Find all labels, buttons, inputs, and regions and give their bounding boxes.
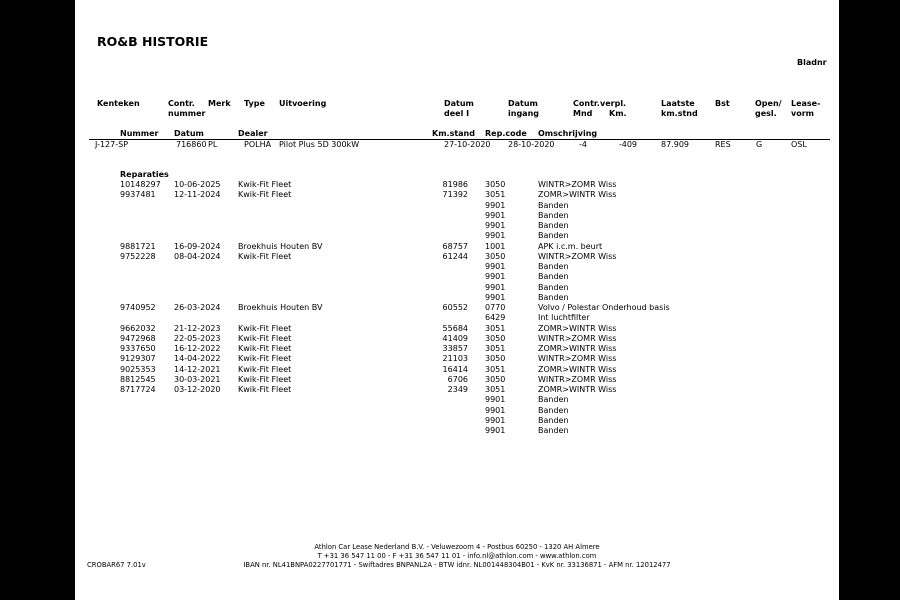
header-repcode: Rep.code <box>485 129 527 138</box>
document-page <box>75 0 839 600</box>
header-verpl-km-2: Km. <box>609 109 627 118</box>
repair-omschrijving: ZOMR>WINTR Wiss <box>538 344 617 353</box>
repair-nummer: 9937481 <box>120 190 156 200</box>
vehicle-datum-ingang: 28-10-2020 <box>508 140 555 149</box>
vehicle-laatste-kmstnd: 87.909 <box>661 140 689 149</box>
repair-code: 9901 <box>485 200 506 210</box>
header-contr-mnd-1: Contr. <box>573 99 600 108</box>
repair-km: 68757 <box>442 241 468 251</box>
repair-datum: 12-11-2024 <box>174 190 221 200</box>
repair-omschrijving: WINTR>ZOMR Wiss <box>538 354 617 364</box>
vehicle-datum-deel-1: 27-10-2020 <box>444 140 491 149</box>
repair-code: 9901 <box>485 262 506 271</box>
repair-nummer: 8812545 <box>120 374 156 384</box>
header-laatste-kmstnd-1: Laatste <box>661 99 695 108</box>
repair-datum: 16-09-2024 <box>174 241 221 251</box>
repair-km: 81986 <box>442 180 468 189</box>
repair-code: 3050 <box>485 374 506 384</box>
repair-nummer: 9337650 <box>120 344 156 353</box>
repair-km: 21103 <box>442 354 468 364</box>
repair-omschrijving: Volvo / Polestar Onderhoud basis <box>538 303 670 312</box>
repair-dealer: Kwik-Fit Fleet <box>238 333 292 343</box>
repair-km: 71392 <box>442 190 468 200</box>
vehicle-kenteken: J-127-SP <box>95 140 129 149</box>
repair-code: 3051 <box>485 190 506 200</box>
vehicle-bst: RES <box>715 140 731 149</box>
repair-km: 41409 <box>442 333 468 343</box>
header-lease-vorm-2: vorm <box>791 109 814 118</box>
repair-omschrijving: Banden <box>538 221 569 230</box>
page-number-label: Bladnr <box>797 58 827 67</box>
repair-datum: 14-12-2021 <box>174 364 221 374</box>
repair-km: 2349 <box>447 385 468 394</box>
repair-dealer: Kwik-Fit Fleet <box>238 344 292 353</box>
repair-nummer: 9025353 <box>120 364 156 374</box>
header-open-gesl-2: gesl. <box>755 109 777 118</box>
repair-omschrijving: WINTR>ZOMR Wiss <box>538 374 617 384</box>
repair-omschrijving: Banden <box>538 200 569 210</box>
repair-omschrijving: Banden <box>538 282 569 292</box>
repair-dealer: Broekhuis Houten BV <box>238 303 323 312</box>
header-datum-ingang-2: ingang <box>508 109 539 118</box>
vehicle-uitvoering: Pilot Plus 5D 300kW <box>279 140 360 149</box>
vehicle-contract: 716860 <box>176 140 207 149</box>
repair-code: 9901 <box>485 272 506 282</box>
header-datum: Datum <box>174 129 204 138</box>
repair-datum: 08-04-2024 <box>174 251 221 261</box>
repair-datum: 30-03-2021 <box>174 374 221 384</box>
repair-nummer: 9752228 <box>120 251 156 261</box>
vehicle-verpl-km: -409 <box>618 140 637 149</box>
repair-nummer: 10148297 <box>120 180 161 189</box>
section-label-reparaties: Reparaties <box>120 170 169 179</box>
footer-registration: IBAN nr. NL41BNPA0227701771 - Swiftadres BNPANL2A - BTW idnr. NL001448304B01 - KvK nr. 33136871 - AFM nr. 12012477 <box>243 561 671 569</box>
repair-dealer: Kwik-Fit Fleet <box>238 364 292 374</box>
repair-dealer: Kwik-Fit Fleet <box>238 251 292 261</box>
repair-code: 9901 <box>485 221 506 230</box>
repair-code: 9901 <box>485 292 506 302</box>
repair-omschrijving: Banden <box>538 395 569 405</box>
repair-code: 6429 <box>485 313 506 323</box>
vehicle-lease-vorm: OSL <box>791 140 807 149</box>
repair-dealer: Kwik-Fit Fleet <box>238 323 292 333</box>
header-datum-ingang-1: Datum <box>508 99 538 108</box>
repair-omschrijving: Banden <box>538 405 569 415</box>
repair-code: 3050 <box>485 354 506 364</box>
repair-code: 9901 <box>485 426 506 435</box>
page-title: RO&B HISTORIE <box>97 34 209 49</box>
header-contr-nummer-2: nummer <box>168 109 206 118</box>
repair-omschrijving: Banden <box>538 210 569 220</box>
repair-omschrijving: Banden <box>538 231 569 241</box>
repair-datum: 10-06-2025 <box>174 180 221 189</box>
repair-code: 3051 <box>485 385 506 394</box>
repair-omschrijving: WINTR>ZOMR Wiss <box>538 333 617 343</box>
header-contr-nummer-1: Contr. <box>168 99 195 108</box>
repair-datum: 14-04-2022 <box>174 354 221 364</box>
header-contr-mnd-2: Mnd <box>573 109 593 118</box>
repair-km: 33857 <box>442 344 468 353</box>
header-datum-deel-1: Datum <box>444 99 474 108</box>
repair-code: 0770 <box>485 303 506 312</box>
repair-datum: 03-12-2020 <box>174 385 221 394</box>
form-code: CROBAR67 7.01v <box>87 561 146 569</box>
repair-code: 3051 <box>485 364 506 374</box>
header-datum-deel-2: deel I <box>444 109 470 118</box>
repair-km: 16414 <box>442 364 468 374</box>
repair-dealer: Kwik-Fit Fleet <box>238 190 292 200</box>
repair-datum: 22-05-2023 <box>174 333 221 343</box>
repair-code: 3051 <box>485 323 506 333</box>
vehicle-type: POLHA <box>244 140 272 149</box>
repair-nummer: 9740952 <box>120 303 156 312</box>
header-verpl-km-1: verpl. <box>600 99 627 108</box>
repair-km: 60552 <box>442 303 468 312</box>
repair-omschrijving: ZOMR>WINTR Wiss <box>538 364 617 374</box>
header-uitvoering: Uitvoering <box>279 99 327 108</box>
repair-dealer: Kwik-Fit Fleet <box>238 354 292 364</box>
repair-dealer: Broekhuis Houten BV <box>238 241 323 251</box>
repair-nummer: 9662032 <box>120 323 156 333</box>
repair-omschrijving: Banden <box>538 415 569 425</box>
repair-omschrijving: Banden <box>538 262 569 271</box>
repair-code: 3050 <box>485 333 506 343</box>
vehicle-contr-mnd: -4 <box>579 140 587 149</box>
header-kmstand: Km.stand <box>432 129 475 138</box>
header-open-gesl-1: Open/ <box>755 99 782 108</box>
header-omschrijving: Omschrijving <box>538 129 598 138</box>
repair-code: 3050 <box>485 180 506 189</box>
header-nummer: Nummer <box>120 129 159 138</box>
repair-dealer: Kwik-Fit Fleet <box>238 374 292 384</box>
footer-contact: T +31 36 547 11 00 - F +31 36 547 11 01 - info.nl@athlon.com - www.athlon.com <box>317 552 597 560</box>
header-bst: Bst <box>715 99 730 108</box>
repair-omschrijving: ZOMR>WINTR Wiss <box>538 385 617 394</box>
repair-dealer: Kwik-Fit Fleet <box>238 180 292 189</box>
repair-km: 6706 <box>447 374 468 384</box>
repair-omschrijving: Banden <box>538 292 569 302</box>
repair-omschrijving: APK i.c.m. beurt <box>538 241 603 251</box>
repair-omschrijving: ZOMR>WINTR Wiss <box>538 190 617 200</box>
repair-km: 55684 <box>442 323 468 333</box>
repair-omschrijving: ZOMR>WINTR Wiss <box>538 323 617 333</box>
repair-code: 3050 <box>485 251 506 261</box>
repair-nummer: 9129307 <box>120 354 156 364</box>
repair-omschrijving: Int luchtfilter <box>538 313 590 323</box>
repair-km: 61244 <box>442 251 468 261</box>
repair-omschrijving: Banden <box>538 272 569 282</box>
repair-datum: 16-12-2022 <box>174 344 221 353</box>
repair-code: 9901 <box>485 282 506 292</box>
repair-omschrijving: WINTR>ZOMR Wiss <box>538 180 617 189</box>
header-type: Type <box>244 99 265 108</box>
repair-omschrijving: Banden <box>538 426 569 435</box>
vehicle-merk: PL <box>208 140 218 149</box>
header-lease-vorm-1: Lease- <box>791 99 821 108</box>
header-laatste-kmstnd-2: km.stnd <box>661 109 698 118</box>
repair-code: 1001 <box>485 241 506 251</box>
repair-code: 9901 <box>485 405 506 415</box>
repair-code: 9901 <box>485 395 506 405</box>
footer-address: Athlon Car Lease Nederland B.V. - Veluwezoom 4 - Postbus 60250 - 1320 AH Almere <box>314 543 600 551</box>
repair-omschrijving: WINTR>ZOMR Wiss <box>538 251 617 261</box>
header-merk: Merk <box>208 99 231 108</box>
repair-datum: 26-03-2024 <box>174 303 221 312</box>
repair-code: 9901 <box>485 415 506 425</box>
repair-dealer: Kwik-Fit Fleet <box>238 385 292 394</box>
repair-nummer: 9881721 <box>120 241 156 251</box>
vehicle-open-gesl: G <box>756 140 763 149</box>
repair-code: 3051 <box>485 344 506 353</box>
repair-code: 9901 <box>485 231 506 241</box>
repair-nummer: 9472968 <box>120 333 156 343</box>
repair-nummer: 8717724 <box>120 385 156 394</box>
header-kenteken: Kenteken <box>97 99 140 108</box>
repair-datum: 21-12-2023 <box>174 323 221 333</box>
repair-code: 9901 <box>485 210 506 220</box>
header-dealer: Dealer <box>238 129 268 138</box>
